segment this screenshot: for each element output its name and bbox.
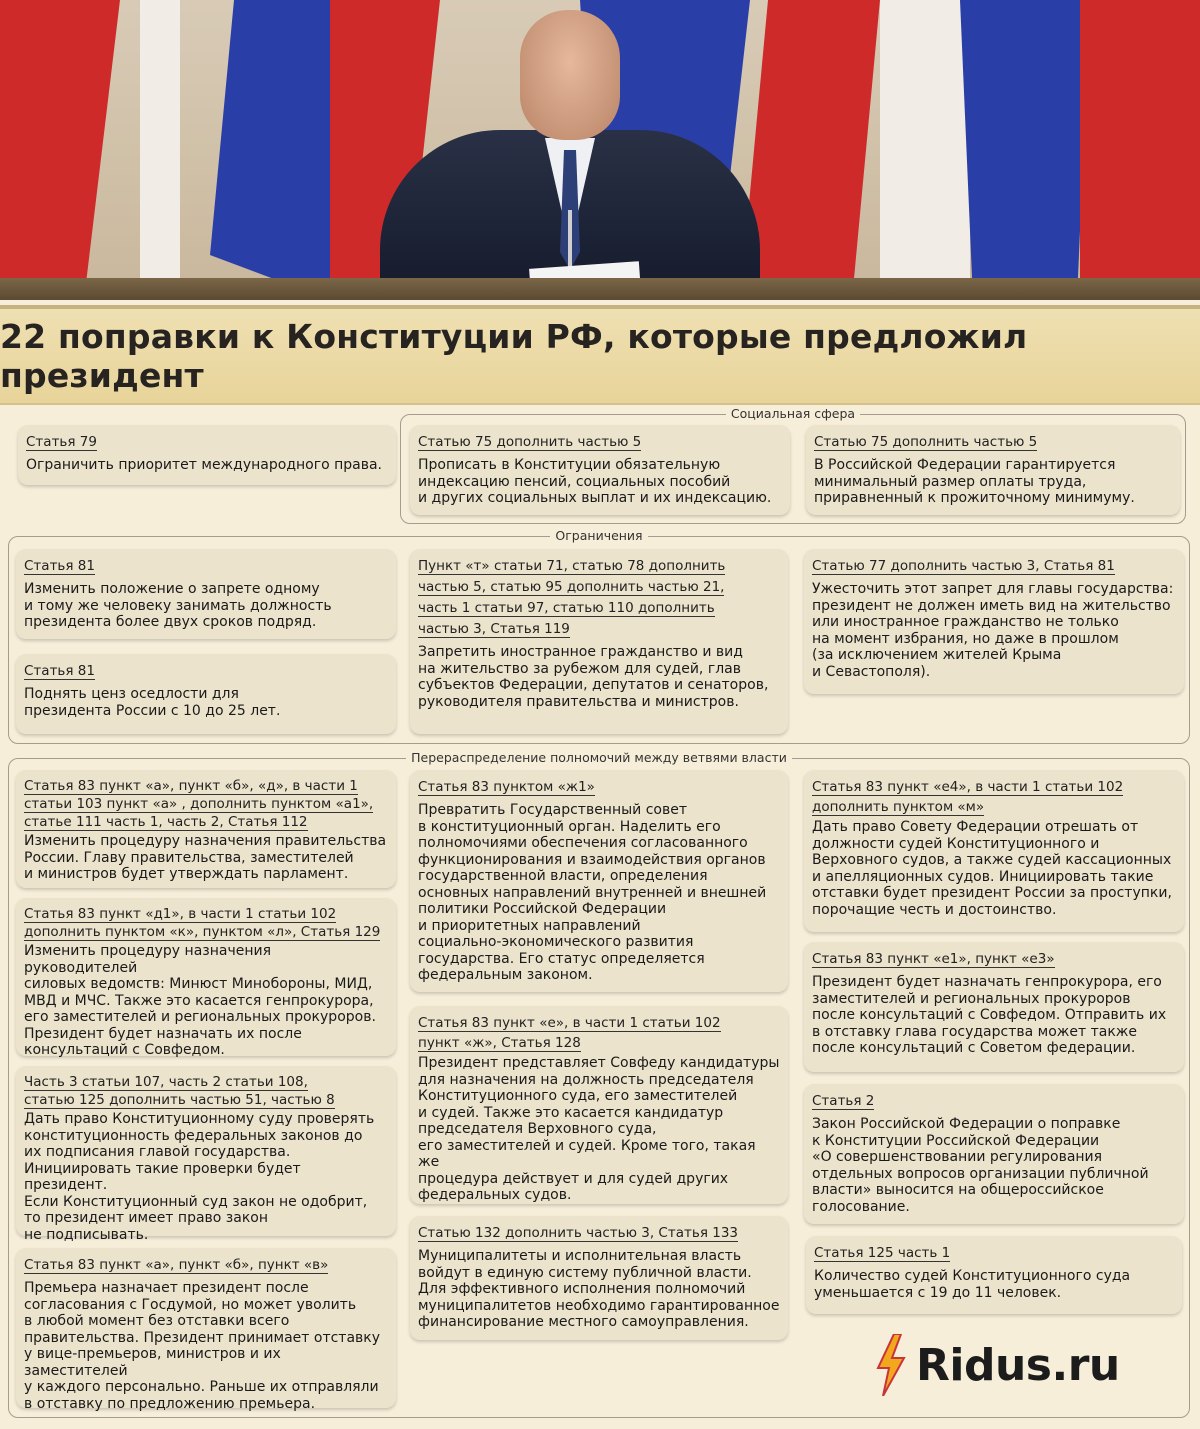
section-power-label: Перераспределение полномочий между ветвями власти <box>406 750 792 765</box>
card-text: Закон Российской Федерации о поправке к Конституции Российской Федерации «О совершенствовании регулирования отдельных вопросов организации публичной власти» выносится на общероссийское голосование. <box>812 1116 1149 1215</box>
logo-text: Ridus.ru <box>916 1339 1120 1391</box>
card-text: Превратить Государственный совет в конституционный орган. Наделить его полномочиями обеспечения согласованного функционирования и взаимодействия органов государственной власти, определения основных направлений внутренней и внешней политики Российской Федерации и приоритетных направлений социально-экономического развития государства. Его статус определяется федеральным законом. <box>418 802 767 983</box>
card-constitutional-court-review <box>16 1066 396 1243</box>
card-text: Дать право Совету Федерации отрешать от должности судей Конституционного и Верховного судов, а также судей кассационных и апелляционных судов. Инициировать такие отставки будет президент России за проступки, порочащие честь и достоинство. <box>812 819 1172 918</box>
card-heading: дополнить пунктом «к», пунктом «л», Статья 129 <box>24 924 381 940</box>
card-text: Запретить иностранное гражданство и вид на жительство за рубежом для судей, глав субъектов Федерации, депутатов и сенаторов, руководителя правительства и министров. <box>418 644 769 710</box>
page-title: 22 поправки к Конституции РФ, которые предложил президент <box>0 317 1028 395</box>
card-text: Премьера назначает президент после согласования с Госдумой, но может уволить в любой момент без отставки всего правительства. Президент принимает отставку у вице-премьеров, министров и их заместителей у каждого персонально. Раньше их отправляли в отставку по предложению премьера. <box>24 1280 381 1412</box>
card-heading: частью 5, статью 95 дополнить частью 21, <box>418 579 725 595</box>
header-photo <box>0 0 1200 300</box>
card-article-81-terms <box>16 549 396 639</box>
card-text: Изменить процедуру назначения правительства России. Главу правительства, заместителей и министров будет утверждать парламент. <box>24 833 387 882</box>
card-article-2-vote <box>804 1084 1184 1224</box>
card-government-appointment <box>16 770 396 888</box>
title-bar <box>0 305 1200 405</box>
card-heading: Статью 75 дополнить частью 5 <box>418 434 642 450</box>
card-text: Ограничить приоритет международного права. <box>26 457 382 473</box>
card-article-81-residency <box>16 654 396 734</box>
card-heading: пункт «ж», Статья 128 <box>418 1035 581 1051</box>
card-foreign-citizenship <box>410 549 788 734</box>
card-heading: статье 111 часть 1, часть 2, Статья 112 <box>24 814 308 830</box>
card-heading: Статью 132 дополнить частью 3, Статья 133 <box>418 1225 738 1241</box>
card-heading: Часть 3 статьи 107, часть 2 статьи 108, <box>24 1074 308 1090</box>
card-heading: статьи 103 пункт «а» , дополнить пунктом «а1», <box>24 796 374 812</box>
card-heading: Статья 83 пункт «е1», пункт «е3» <box>812 951 1055 967</box>
card-text: Президент будет назначать генпрокурора, его заместителей и региональных прокуроров после консультаций с Совфедом. Отправить их в отставку глава государства может также после консультаций с Советом федерации. <box>812 974 1167 1056</box>
card-heading: Статья 79 <box>26 434 97 450</box>
speaker-photo <box>380 10 760 300</box>
card-text: В Российской Федерации гарантируется минимальный размер оплаты труда, приравненный к прожиточному минимуму. <box>814 457 1135 506</box>
card-heading: статью 125 дополнить частью 51, частью 8 <box>24 1092 335 1108</box>
card-heading: Статья 125 часть 1 <box>814 1245 951 1261</box>
card-heading: Статья 83 пункт «е», в части 1 статьи 102 <box>418 1015 721 1031</box>
card-heading: Статья 81 <box>24 558 95 574</box>
card-article-125 <box>806 1236 1182 1314</box>
card-article-79 <box>18 425 396 485</box>
card-heading: Статья 83 пункт «а», пункт «б», «д», в части 1 <box>24 778 358 794</box>
card-security-agencies <box>16 898 396 1056</box>
card-text: Прописать в Конституции обязательную индексацию пенсий, социальных пособий и других социальных выплат и их индексацию. <box>418 457 772 506</box>
card-text: Дать право Конституционному суду проверять конституционность федеральных законов до их подписания главой государства. Инициировать такие проверки будет президент. Если Конституционный суд закон не одобрит, то президент имеет право закон не подписывать. <box>24 1111 375 1243</box>
section-social-label: Социальная сфера <box>726 406 860 421</box>
card-text: Ужесточить этот запрет для главы государства: президент не должен иметь вид на жительство или иностранное гражданство не только на момент избрания, но даже в прошлом (за исключением жителей Крыма и Севастополя). <box>812 581 1174 680</box>
card-text: Президент представляет Совфеду кандидатуры для назначения на должность председателя Конституционного суда, его заместителей и судей. Также это касается кандидатур председателя Верховного суда, его заместителей и судей. Кроме того, такая же процедура действует и для судей других федеральных судов. <box>418 1055 780 1203</box>
card-heading: Статья 83 пунктом «ж1» <box>418 779 595 795</box>
ridus-logo[interactable] <box>872 1330 1122 1400</box>
lightning-bolt-icon <box>872 1334 910 1396</box>
card-judges-nomination <box>410 1006 788 1204</box>
section-limits-label: Ограничения <box>550 528 647 543</box>
card-heading: часть 1 статьи 97, статью 110 дополнить <box>418 600 715 616</box>
card-heading: дополнить пунктом «м» <box>812 799 985 815</box>
card-heading: Статья 83 пункт «е4», в части 1 статьи 102 <box>812 779 1124 795</box>
card-text: Поднять ценз оседлости для президента России с 10 до 25 лет. <box>24 686 281 719</box>
card-text: Изменить положение о запрете одному и тому же человеку занимать должность президента более двух сроков подряд. <box>24 581 332 630</box>
card-text: Изменить процедуру назначения руководителей силовых ведомств: Минюст Минобороны, МИД, МВД и МЧС. Также это касается генпрокурора, его заместителей и региональных прокуроров. Президент будет назначать их после консультаций с Совфедом. <box>24 943 376 1058</box>
card-heading: частью 3, Статья 119 <box>418 621 570 637</box>
card-heading: Статья 81 <box>24 663 95 679</box>
card-text: Муниципалитеты и исполнительная власть войдут в единую систему публичной власти. Для эффективного исполнения полномочий муниципалитетов необходимо гарантированное финансирование местного самоуправления. <box>418 1248 780 1330</box>
card-heading: Статья 83 пункт «д1», в части 1 статьи 102 <box>24 906 337 922</box>
card-article-77 <box>804 549 1184 694</box>
card-municipalities <box>410 1216 788 1340</box>
card-federation-council-judges <box>804 770 1184 932</box>
card-heading: Статью 77 дополнить частью 3, Статья 81 <box>812 558 1115 574</box>
card-text: Количество судей Конституционного суда уменьшается с 19 до 11 человек. <box>814 1268 1131 1301</box>
card-state-council <box>410 770 788 992</box>
card-heading: Статья 2 <box>812 1093 875 1109</box>
card-prosecutors <box>804 942 1184 1072</box>
card-article-75-minimum-wage <box>806 425 1180 515</box>
card-heading: Статья 83 пункт «а», пункт «б», пункт «в» <box>24 1257 329 1273</box>
card-heading: Пункт «т» статьи 71, статью 78 дополнить <box>418 558 726 574</box>
table-edge <box>0 278 1200 300</box>
card-article-75-indexation <box>410 425 790 515</box>
card-prime-minister <box>16 1248 396 1412</box>
card-heading: Статью 75 дополнить частью 5 <box>814 434 1038 450</box>
